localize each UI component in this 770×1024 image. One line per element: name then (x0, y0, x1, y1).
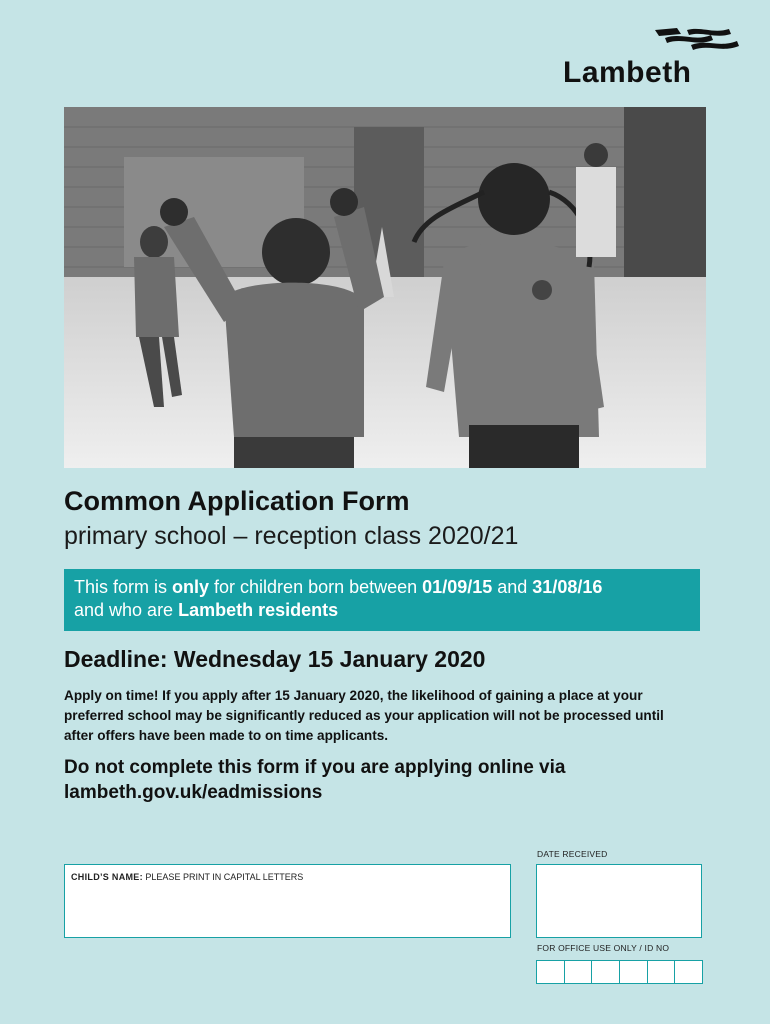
office-id-number (536, 960, 703, 984)
online-application-notice: Do not complete this form if you are applying online via lambeth.gov.uk/eadmissions (64, 757, 566, 803)
child-name-hint: PLEASE PRINT IN CAPITAL LETTERS (145, 872, 304, 882)
id-digit-box[interactable] (592, 961, 619, 983)
page-title: Common Application Form (64, 486, 410, 516)
eligibility-text-2: for children born between (209, 577, 423, 597)
late-application-warning: Apply on time! If you apply after 15 January 2020, the likelihood of gaining a place at your preferred school may be significantly reduced as your application will not be processed until after offers have been made to on time applicants. (64, 688, 664, 743)
eligibility-only: only (172, 577, 210, 597)
eligibility-date-to: 31/08/16 (532, 577, 603, 597)
eligibility-text-4: and who are (74, 600, 179, 620)
id-digit-box[interactable] (675, 961, 702, 983)
child-name-field[interactable] (64, 864, 511, 938)
id-digit-box[interactable] (648, 961, 675, 983)
eligibility-residents: Lambeth residents (178, 600, 339, 620)
office-id-label: FOR OFFICE USE ONLY / ID NO (537, 943, 670, 953)
deadline-heading: Deadline: Wednesday 15 January 2020 (64, 646, 486, 672)
lambeth-logo (563, 26, 741, 92)
eligibility-text-3: and (492, 577, 533, 597)
id-digit-box[interactable] (537, 961, 564, 983)
page-subtitle: primary school – reception class 2020/21 (64, 522, 519, 550)
lambeth-wordmark: Lambeth (563, 56, 692, 89)
children-playground-photo (64, 107, 706, 468)
lambeth-wave-icon (651, 26, 741, 52)
date-received-label: DATE RECEIVED (537, 849, 608, 859)
eligibility-banner (64, 569, 700, 631)
eligibility-text-1: This form is (74, 577, 173, 597)
child-name-label-bold: CHILD’S NAME: (71, 872, 143, 882)
id-digit-box[interactable] (565, 961, 592, 983)
child-name-label (71, 872, 303, 882)
id-digit-box[interactable] (620, 961, 647, 983)
eligibility-date-from: 01/09/15 (422, 577, 493, 597)
date-received-field[interactable] (536, 864, 702, 938)
